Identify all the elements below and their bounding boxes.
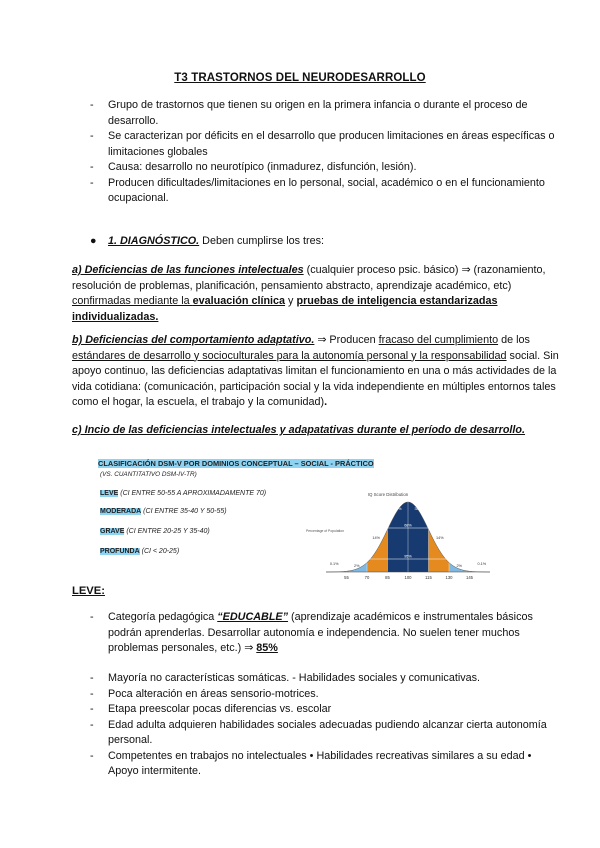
bullet-dot: ●: [90, 235, 97, 247]
section-c: [72, 423, 562, 439]
level-grave: [100, 528, 210, 535]
list-item: - Se caracterizan por déficits en el desarrollo que producen limitaciones en áreas específicas o limitaciones globales: [90, 129, 560, 160]
segment-percent-label: 34%: [414, 507, 423, 511]
leve-heading: LEVE:: [72, 585, 105, 597]
level-moderada: [100, 508, 227, 515]
segment-percent-label: 2%: [354, 564, 360, 568]
level-leve: [100, 490, 266, 497]
leve-educable: “EDUCABLE”: [217, 611, 289, 623]
segment-percent-label: 14%: [435, 536, 444, 540]
section-a: [72, 263, 562, 325]
segment-percent-label: 2%: [456, 564, 462, 568]
x-tick-label: 115: [425, 575, 432, 580]
segment-percent-label: 14%: [372, 536, 381, 540]
list-item: - Causa: desarrollo no neurotípico (inmadurez, disfunción, lesión).: [90, 160, 560, 176]
leve-first-text1: Categoría pedagógica: [108, 611, 218, 623]
section-b-text3: social. Sin apoyo continuo, las deficiencias adaptativas limitan el funcionamiento en una o más actividades de la vida cotidiana: (comunicación, participación social y la vida independiente en múltiples entornos tales como el hogar, la escuela, el trabajo y la comunidad): [72, 349, 559, 408]
level-range: (CI ENTRE 20-25 Y 35-40): [124, 528, 210, 535]
section-b-standards: estándares de desarrollo y socioculturales para la autonomía personal y la responsabilidad: [72, 349, 507, 362]
section-b-period: .: [324, 396, 328, 408]
section-b-text1: ⇒ Producen: [314, 334, 379, 346]
section-b-failure: fracaso del cumplimiento: [378, 334, 499, 346]
diagnosis-heading: 1. DIAGNÓSTICO.: [108, 235, 200, 247]
level-range: (CI < 20-25): [139, 548, 180, 555]
page-title: T3 TRASTORNOS DEL NEURODESARROLLO: [174, 72, 426, 84]
level-profunda: [100, 548, 179, 555]
leve-percent: 85%: [256, 642, 278, 654]
diagnosis-line: [90, 234, 560, 250]
section-a-confirm: confirmadas mediante la: [72, 295, 193, 307]
section-c-label: c) Incio de las deficiencias intelectuales y adapatativas durante el período de desarrollo.: [72, 424, 526, 436]
iq-chart-svg: [304, 488, 499, 585]
section-a-text: (cualquier proceso psic. básico) ⇒ (razonamiento, resolución de problemas, planificación, pensamiento abstracto, aprendizaje académico, etc): [72, 264, 546, 292]
leve-first-list: [90, 610, 560, 657]
list-item: - Poca alteración en áreas sensorio-motrices.: [90, 687, 560, 703]
list-item: - Edad adulta adquieren habilidades sociales adecuadas pudiendo alcanzar cierta autonomía personal.: [90, 718, 560, 749]
list-item: - Competentes en trabajos no intelectuales • Habilidades recreativas similares a su edad • Apoyo intermitente.: [90, 749, 560, 780]
figure-heading-text: CLASIFICACIÓN DSM-V POR DOMINIOS CONCEPTUAL – SOCIAL - PRÁCTICO: [98, 459, 374, 468]
section-a-label: a) Deficiencias de las funciones intelectuales: [72, 264, 304, 276]
level-name: GRAVE: [100, 528, 125, 535]
segment-percent-label: 34%: [393, 507, 402, 511]
section-a-eval: evaluación clínica: [192, 295, 286, 307]
section-b-text2: de los: [498, 334, 530, 346]
leve-list: [90, 671, 560, 780]
section-b-label: b) Deficiencias del comportamiento adaptativo.: [72, 334, 315, 346]
chart-title: IQ Score Distribution: [367, 492, 409, 497]
list-item: - Grupo de trastornos que tienen su origen en la primera infancia o durante el proceso de desarrollo.: [90, 98, 560, 129]
list-item: - Etapa preescolar pocas diferencias vs. escolar: [90, 702, 560, 718]
intro-list: [90, 98, 560, 207]
list-item: [90, 610, 560, 657]
x-tick-label: 55: [344, 575, 349, 580]
iq-distribution-chart: [304, 488, 499, 585]
section-a-and: y: [285, 295, 297, 307]
bottom-label: 95%: [404, 554, 412, 559]
x-tick-label: 130: [445, 575, 453, 580]
figure-heading: [98, 459, 374, 468]
list-item: - Producen dificultades/limitaciones en lo personal, social, académico o en el funcionamiento ocupacional.: [90, 176, 560, 207]
classification-figure: [96, 455, 496, 585]
figure-subheading: (VS. CUANTITATIVO DSM-IV-TR): [100, 471, 197, 478]
section-a-tests: pruebas de inteligencia estandarizadas individualizadas.: [72, 295, 498, 323]
x-tick-label: 85: [385, 575, 390, 580]
section-b: [72, 333, 562, 411]
level-name: LEVE: [100, 490, 119, 497]
level-range: (CI ENTRE 35-40 Y 50-55): [141, 508, 227, 515]
level-range: (CI ENTRE 50-55 A APROXIMADAMENTE 70): [118, 490, 267, 497]
diagnosis-text: Deben cumplirse los tres:: [199, 235, 325, 247]
x-tick-label: 100: [404, 575, 412, 580]
x-tick-label: 145: [466, 575, 473, 580]
segment-percent-label: 0.1%: [477, 562, 487, 566]
y-side-label: Percentage of Population: [306, 529, 345, 533]
segment-percent-label: 0.1%: [329, 562, 339, 566]
level-name: MODERADA: [100, 508, 142, 515]
center-label: 68%: [404, 523, 412, 528]
list-item: - Mayoría no características somáticas. - Habilidades sociales y comunicativas.: [90, 671, 560, 687]
leve-first-text2: (aprendizaje académicos e instrumentales básicos podrán aprenderlas. Desarrollar autonomía e independencia. No suelen tener muchos problemas personales, etc.) ⇒: [108, 611, 533, 654]
x-tick-label: 70: [364, 575, 370, 580]
level-name: PROFUNDA: [100, 548, 140, 555]
